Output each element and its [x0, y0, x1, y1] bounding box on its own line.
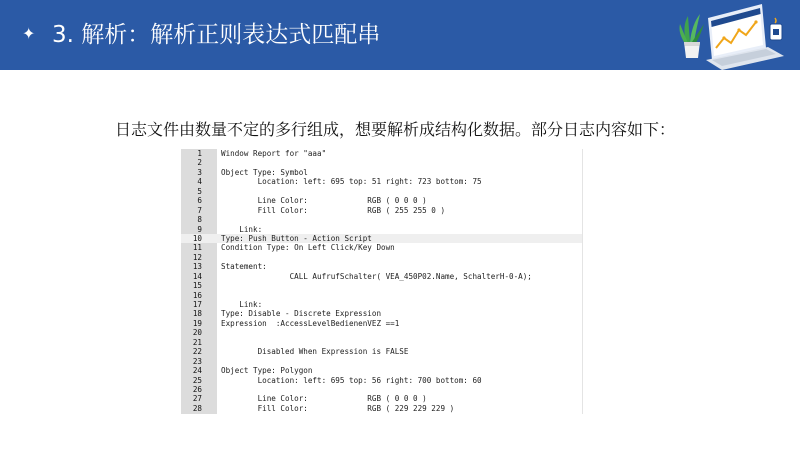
- code-text: Statement:: [221, 262, 267, 272]
- header-bar: [0, 0, 800, 70]
- line-number: 15: [192, 281, 202, 291]
- line-number: 24: [192, 366, 202, 376]
- code-line: [181, 187, 583, 196]
- code-line: [181, 404, 583, 413]
- line-number: 3: [197, 167, 202, 177]
- line-number: 20: [192, 328, 202, 338]
- line-number: 1: [197, 149, 202, 158]
- line-number: 10: [192, 233, 202, 243]
- code-line: [181, 394, 583, 403]
- potted-plant-icon: [680, 14, 705, 58]
- code-text: Fill Color: RGB ( 229 229 229 ): [221, 403, 455, 413]
- code-line: [181, 225, 583, 234]
- code-line: [181, 243, 583, 252]
- laptop-with-chart-icon: [676, 2, 788, 70]
- code-line: [181, 300, 583, 309]
- line-number: 21: [192, 337, 202, 347]
- line-number: 4: [197, 177, 202, 187]
- code-line: [181, 319, 583, 328]
- code-line: [181, 357, 583, 366]
- line-number: 9: [197, 224, 202, 234]
- code-line: [181, 309, 583, 318]
- code-line: [181, 206, 583, 215]
- code-text: Line Color: RGB ( 0 0 0 ): [221, 394, 427, 404]
- line-number: 19: [192, 318, 202, 328]
- code-text: Expression :AccessLevelBedienenVEZ ==1: [221, 318, 400, 328]
- line-number: 18: [192, 309, 202, 319]
- code-line: [181, 234, 583, 243]
- code-line: [181, 253, 583, 262]
- code-text: CALL AufrufSchalter( VEA_450P02.Name, SchalterH-0-A);: [221, 271, 532, 281]
- code-text: Type: Disable - Discrete Expression: [221, 309, 382, 319]
- intro-text: 日志文件由数量不定的多行组成，想要解析成结构化数据。部分日志内容如下：: [115, 120, 676, 139]
- slide-title: 3. 解析：解析正则表达式匹配串: [52, 22, 381, 48]
- code-text: Object Type: Symbol: [221, 167, 308, 177]
- code-text: Disabled When Expression is FALSE: [221, 347, 409, 357]
- line-number: 14: [192, 271, 202, 281]
- line-number: 2: [197, 158, 202, 168]
- code-text: Window Report for "aaa": [221, 149, 327, 158]
- line-number: 11: [192, 243, 202, 253]
- line-number: 8: [197, 215, 202, 225]
- code-line: [181, 376, 583, 385]
- line-number: 7: [197, 205, 202, 215]
- code-line: [181, 272, 583, 281]
- code-line: [181, 168, 583, 177]
- code-line: [181, 177, 583, 186]
- code-text: Link:: [221, 300, 263, 309]
- line-number: 23: [192, 356, 202, 366]
- line-number: 5: [197, 186, 202, 196]
- code-text: Location: left: 695 top: 56 right: 700 bottom: 60: [221, 375, 482, 385]
- code-line: [181, 291, 583, 300]
- code-line: [181, 262, 583, 271]
- code-line: [181, 281, 583, 290]
- line-number: 12: [192, 252, 202, 262]
- log-code-block: [181, 149, 583, 414]
- code-text: Link:: [221, 224, 263, 234]
- line-number: 6: [197, 196, 202, 206]
- code-text: Line Color: RGB ( 0 0 0 ): [221, 196, 427, 206]
- code-line: [181, 196, 583, 205]
- coffee-cup-icon: [770, 18, 782, 40]
- code-line: [181, 347, 583, 356]
- line-number: 16: [192, 290, 202, 300]
- code-line: [181, 149, 583, 158]
- code-text: Condition Type: On Left Click/Key Down: [221, 243, 395, 253]
- code-text: Fill Color: RGB ( 255 255 0 ): [221, 205, 446, 215]
- line-number: 17: [192, 300, 202, 309]
- code-line: [181, 385, 583, 394]
- line-number: 22: [192, 347, 202, 357]
- code-line: [181, 158, 583, 167]
- code-text: Object Type: Polygon: [221, 366, 313, 376]
- line-number: 27: [192, 394, 202, 404]
- line-number: 13: [192, 262, 202, 272]
- code-lines: [181, 149, 583, 413]
- line-number: 26: [192, 384, 202, 394]
- code-line: [181, 215, 583, 224]
- code-text: Type: Push Button - Action Script: [221, 233, 372, 243]
- code-text: Location: left: 695 top: 51 right: 723 bottom: 75: [221, 177, 482, 187]
- star-icon: ✦: [22, 24, 36, 43]
- line-number: 25: [192, 375, 202, 385]
- code-line: [181, 366, 583, 375]
- code-line: [181, 338, 583, 347]
- code-line: [181, 328, 583, 337]
- line-number: 28: [192, 403, 202, 413]
